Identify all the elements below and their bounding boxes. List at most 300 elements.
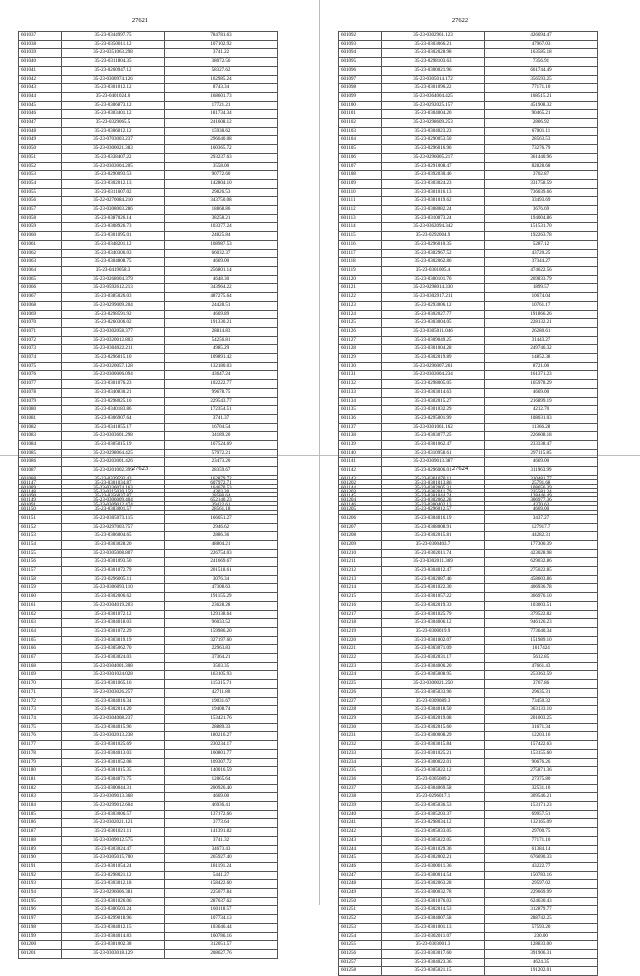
parcel-number-cell: 35-23-0301044.74 [382, 493, 485, 502]
row-id-cell: 601217 [339, 610, 382, 619]
row-id-cell: 601049 [19, 136, 62, 145]
parcel-number-cell: 35-23-0304015.96 [62, 723, 165, 732]
row-id-cell: 601080 [19, 406, 62, 415]
row-id-cell: 601088 [19, 475, 62, 484]
table-row [339, 915, 598, 924]
table-row [339, 275, 598, 284]
row-id-cell: 601112 [339, 206, 382, 215]
parcel-number-cell: 35-23-0304001.308 [62, 662, 165, 671]
parcel-number-cell: 35-23-0298014.330 [382, 284, 485, 293]
parcel-number-cell: 35-23-0309012.575 [62, 836, 165, 845]
amount-cell: 191202.01 [485, 967, 598, 976]
table-row [339, 223, 598, 232]
amount-cell: 312051.57 [165, 941, 278, 950]
table-row [19, 136, 278, 145]
parcel-number-cell: 35-23-0301026.06 [62, 897, 165, 906]
amount-cell: 34189.20 [165, 432, 278, 441]
parcel-number-cell: 35-23-0302012.13 [62, 179, 165, 188]
row-id-cell: 601148 [19, 488, 62, 497]
amount-cell: 3773.64 [165, 819, 278, 828]
row-id-cell: 601206 [339, 514, 382, 523]
parcel-number-cell: 35-23-0306093.110 [62, 584, 165, 593]
row-id-cell: 601175 [19, 723, 62, 732]
parcel-number-cell: 35-23-0305062.70 [62, 645, 165, 654]
amount-cell: 194004.86 [485, 214, 598, 223]
row-id-cell: 601192 [19, 871, 62, 880]
amount-cell: 54256.81 [165, 336, 278, 345]
parcel-number-cell: 35-23-0309013.368 [62, 793, 165, 802]
amount-cell: 200926.40 [165, 784, 278, 793]
amount-cell: 343750.08 [165, 197, 278, 206]
amount-cell: 58327.62 [165, 66, 278, 75]
parcel-number-cell: 35-23-0302021.121 [62, 819, 165, 828]
row-id-cell: 601216 [339, 601, 382, 610]
table-row [19, 767, 278, 776]
parcel-number-cell: 35-23-0302967.52 [382, 249, 485, 258]
table-row [339, 206, 598, 215]
parcel-number-cell: 35-23-0302028.98 [382, 49, 485, 58]
parcel-number-cell: 35-23-0302063.28 [382, 880, 485, 889]
row-id-cell: 601235 [339, 767, 382, 776]
table-row [19, 523, 278, 532]
parcel-number-cell: 35-23-0302014.53 [382, 906, 485, 915]
parcel-number-cell: 35-23-0302961.123 [382, 32, 485, 41]
row-id-cell: 601232 [339, 741, 382, 750]
row-id-cell: 601225 [339, 680, 382, 689]
row-id-cell: 601058 [19, 214, 62, 223]
row-id-cell: 601141 [339, 458, 382, 467]
table-row [19, 266, 278, 275]
table-row [19, 397, 278, 406]
table-row [19, 49, 278, 58]
row-id-cell: 601124 [339, 310, 382, 319]
row-id-cell: 601191 [19, 862, 62, 871]
amount-cell: 4985.29 [165, 345, 278, 354]
parcel-number-cell: 35-23-0303601.298 [62, 432, 165, 441]
row-id-cell: 601123 [339, 301, 382, 310]
parcel-number-cell: 35-23-0311607.02 [62, 188, 165, 197]
parcel-number-cell: 35-23-0329065.5 [62, 119, 165, 128]
parcel-number-cell: 35-23-0303401.12 [62, 110, 165, 119]
table-row [19, 784, 278, 793]
table-row [19, 654, 278, 663]
parcel-number-cell: 35-23-0299012.604 [62, 802, 165, 811]
amount-cell: 153171.23 [485, 802, 598, 811]
row-id-cell: 601233 [339, 749, 382, 758]
table-row [339, 941, 598, 950]
page-number: 27624 [451, 465, 469, 472]
table-row [339, 58, 598, 67]
table-row [19, 153, 278, 162]
row-id-cell: 601190 [19, 854, 62, 863]
row-id-cell: 601078 [19, 388, 62, 397]
table-row [339, 949, 598, 958]
row-id-cell: 601056 [19, 197, 62, 206]
row-id-cell: 601193 [19, 880, 62, 889]
parcel-number-cell: 35-23-0300021.250 [382, 680, 485, 689]
amount-cell: 108031.03 [485, 414, 598, 423]
amount-cell: 181734.34 [165, 110, 278, 119]
parcel-number-cell: 35-22-0270084.210 [62, 197, 165, 206]
table-row [339, 136, 598, 145]
parcel-number-cell: 35-23-0304004.20 [382, 110, 485, 119]
table-row [339, 749, 598, 758]
row-id-cell: 601220 [339, 636, 382, 645]
table-row [19, 723, 278, 732]
parcel-number-cell: 35-23-0305021.15 [382, 967, 485, 976]
amount-cell: 180216.27 [165, 732, 278, 741]
row-id-cell: 601084 [19, 441, 62, 450]
amount-cell: 96033.52 [165, 619, 278, 628]
parcel-number-cell: 35-23-0293006.12 [382, 301, 485, 310]
parcel-number-cell: 35-23-0340183.86 [62, 406, 165, 415]
parcel-number-cell: 35-23-0290093.53 [62, 171, 165, 180]
table-row [19, 214, 278, 223]
parcel-number-cell: 35-23-0302011.79 [382, 488, 485, 497]
parcel-number-cell: 35-23-0301052.08 [62, 758, 165, 767]
parcel-number-cell: 35-23-0302002.21 [382, 854, 485, 863]
amount-cell: 3702.87 [485, 171, 598, 180]
amount-cell: 241608.12 [165, 119, 278, 128]
parcel-number-cell: 35-23-0310073.24 [382, 214, 485, 223]
amount-cell: 12203.16 [485, 732, 598, 741]
row-id-cell: 601043 [19, 84, 62, 93]
table-row [19, 741, 278, 750]
parcel-number-cell: 35-23-0296005.11 [62, 575, 165, 584]
parcel-number-cell: 35-23-0296006.01 [382, 467, 485, 476]
parcel-number-cell: 35-23-0301096.22 [382, 84, 485, 93]
amount-cell: 159986.20 [165, 627, 278, 636]
row-id-cell: 601244 [339, 845, 382, 854]
amount-cell: 29826.53 [165, 188, 278, 197]
table-row [19, 414, 278, 423]
amount-cell: 3741.37 [165, 414, 278, 423]
amount-cell: 132165.09 [485, 819, 598, 828]
amount-cell: 4669.89 [165, 310, 278, 319]
table-row [339, 714, 598, 723]
amount-cell: 3558.00 [165, 162, 278, 171]
parcel-number-cell: 35-23-0592612.213 [62, 284, 165, 293]
table-row [339, 110, 598, 119]
amount-cell: 128446.49 [485, 493, 598, 502]
table-row [339, 232, 598, 241]
amount-cell: 201518.61 [165, 567, 278, 576]
amount-cell: 366976.10 [485, 593, 598, 602]
amount-cell: 157422.63 [485, 741, 598, 750]
row-id-cell: 601037 [19, 32, 62, 41]
row-id-cell: 601165 [19, 636, 62, 645]
page-number: 27623 [131, 465, 149, 472]
table-row [19, 110, 278, 119]
amount-cell: 24825.84 [165, 232, 278, 241]
row-id-cell: 601223 [339, 662, 382, 671]
table-row [339, 101, 598, 110]
parcel-number-cell: 35-23-0339592.43 [62, 475, 165, 484]
row-id-cell: 601246 [339, 862, 382, 871]
amount-cell: 191866.26 [485, 310, 598, 319]
amount-cell: 233338.47 [485, 441, 598, 450]
parcel-number-cell: 35-23-0306012.12 [62, 127, 165, 136]
parcel-number-cell: 35-23-0300019.9 [382, 627, 485, 636]
table-row [339, 153, 598, 162]
row-id-cell: 601146 [339, 501, 382, 510]
row-id-cell: 601180 [19, 767, 62, 776]
row-id-cell: 601153 [19, 532, 62, 541]
row-id-cell: 601108 [339, 171, 382, 180]
parcel-number-cell: 35-23-0305033.96 [382, 688, 485, 697]
row-id-cell: 601137 [339, 423, 382, 432]
row-id-cell: 601071 [19, 327, 62, 336]
table-row [339, 862, 598, 871]
table-row [339, 397, 598, 406]
row-id-cell: 601113 [339, 214, 382, 223]
table-row [19, 871, 278, 880]
row-id-cell: 601189 [19, 845, 62, 854]
table-row [339, 506, 598, 515]
amount-cell: 19408.74 [165, 706, 278, 715]
table-row [19, 327, 278, 336]
row-id-cell: 601092 [339, 32, 382, 41]
amount-cell: 327197.60 [165, 636, 278, 645]
row-id-cell: 601157 [19, 567, 62, 576]
table-row [339, 802, 598, 811]
table-row [19, 697, 278, 706]
parcel-number-cell: 35-23-0308926.73 [62, 223, 165, 232]
parcel-number-cell: 35-23-0305015.700 [62, 854, 165, 863]
table-row [339, 671, 598, 680]
parcel-number-cell: 35-23-0300021.96 [382, 66, 485, 75]
amount-cell: 2886.36 [165, 532, 278, 541]
parcel-number-cell: 35-23-0304023.23 [382, 127, 485, 136]
amount-cell: 773640.34 [485, 627, 598, 636]
row-id-cell: 601169 [19, 671, 62, 680]
table-row [339, 284, 598, 293]
row-id-cell: 601121 [339, 284, 382, 293]
parcel-number-cell: 35-23-0301072.79 [62, 567, 165, 576]
table-row [339, 441, 598, 450]
row-id-cell: 601215 [339, 593, 382, 602]
table-row [339, 784, 598, 793]
row-id-cell: 601074 [19, 354, 62, 363]
table-row [339, 319, 598, 328]
table-row [339, 697, 598, 706]
parcel-number-cell: 35-23-0305008.95 [382, 671, 485, 680]
table-row [19, 162, 278, 171]
parcel-number-cell: 35-23-0301072.29 [62, 627, 165, 636]
amount-cell: 19031.67 [165, 697, 278, 706]
row-id-cell: 601144 [339, 484, 382, 493]
parcel-number-cell: 35-23-0305033.05 [382, 828, 485, 837]
amount-cell: 235581.24 [485, 488, 598, 497]
parcel-number-cell: 35-23-0302087.46 [382, 575, 485, 584]
amount-cell: 5612.85 [485, 654, 598, 663]
row-id-cell: 601249 [339, 889, 382, 898]
row-id-cell: 601098 [339, 84, 382, 93]
row-id-cell: 601131 [339, 371, 382, 380]
amount-cell: 165978.29 [485, 380, 598, 389]
amount-cell: 5287.12 [485, 240, 598, 249]
table-row [339, 610, 598, 619]
parcel-number-cell: 35-23-0305203.37 [382, 810, 485, 819]
amount-cell: 191155.29 [165, 593, 278, 602]
row-id-cell: 601050 [19, 145, 62, 154]
amount-cell: 3767.86 [485, 680, 598, 689]
parcel-number-cell: 35-23-0302015.81 [382, 532, 485, 541]
parcel-number-cell: 35-23-0303024.23 [382, 179, 485, 188]
amount-cell: 46936.41 [165, 802, 278, 811]
amount-cell: 275022.85 [485, 567, 598, 576]
parcel-number-cell: 35-23-0296006.381 [62, 889, 165, 898]
amount-cell: 150783.16 [485, 871, 598, 880]
amount-cell: 28889.33 [165, 723, 278, 732]
amount-cell: 10674.04 [485, 293, 598, 302]
row-id-cell: 601219 [339, 627, 382, 636]
row-id-cell: 601090 [19, 493, 62, 502]
table-row [19, 845, 278, 854]
table-row [339, 301, 598, 310]
table-row [19, 636, 278, 645]
amount-cell: 361440.96 [485, 153, 598, 162]
table-row [19, 206, 278, 215]
row-id-cell: 601177 [19, 741, 62, 750]
amount-cell: 256801.14 [165, 266, 278, 275]
table-row [19, 301, 278, 310]
parcel-number-cell: 35-23-0348201.12 [62, 240, 165, 249]
row-id-cell: 601042 [19, 75, 62, 84]
parcel-number-cell: 35-23-0340830.21 [62, 388, 165, 397]
row-id-cell: 601253 [339, 923, 382, 932]
parcel-number-cell: 35-23-0320057.128 [62, 362, 165, 371]
table-row [19, 32, 278, 41]
row-id-cell: 601122 [339, 293, 382, 302]
amount-cell: 61384.14 [485, 845, 598, 854]
row-id-cell: 601221 [339, 645, 382, 654]
row-id-cell: 601081 [19, 414, 62, 423]
parcel-number-cell: 35-23-0305014.172 [382, 75, 485, 84]
table-row [339, 688, 598, 697]
parcel-number-cell: 35-23-0301002.07 [382, 636, 485, 645]
row-id-cell: 601154 [19, 540, 62, 549]
row-id-cell: 601095 [339, 58, 382, 67]
parcel-number-cell: 35-23-0303018.129 [62, 949, 165, 958]
amount-cell: 115315.71 [165, 680, 278, 689]
page-divider-vertical [319, 0, 320, 905]
parcel-number-cell: 35-23-0300974.126 [62, 75, 165, 84]
parcel-number-cell: 35-23-0303014.63 [382, 388, 485, 397]
row-id-cell: 601054 [19, 179, 62, 188]
table-row [339, 49, 598, 58]
amount-cell: 24428.51 [165, 301, 278, 310]
table-row [339, 732, 598, 741]
row-id-cell: 601196 [19, 906, 62, 915]
parcel-number-cell: 35-23-0298103.63 [382, 58, 485, 67]
parcel-number-cell: 35-23-0299018.96 [62, 915, 165, 924]
table-row [19, 240, 278, 249]
parcel-number-cell: 35-23-0302011.07 [382, 932, 485, 941]
parcel-number-cell: 35-23-0303017.60 [382, 949, 485, 958]
row-id-cell: 601115 [339, 232, 382, 241]
amount-cell: 265927.40 [165, 854, 278, 863]
amount-cell: 57972.21 [165, 449, 278, 458]
parcel-number-cell: 35-23-0301013.86 [382, 480, 485, 489]
amount-cell: 1617424 [485, 645, 598, 654]
row-id-cell: 601118 [339, 258, 382, 267]
row-id-cell: 601254 [339, 932, 382, 941]
amount-cell: 28580.64 [165, 493, 278, 502]
table-row [19, 336, 278, 345]
table-row [339, 197, 598, 206]
amount-cell: 29700.75 [485, 828, 598, 837]
amount-cell: 129138.64 [165, 610, 278, 619]
row-id-cell: 601161 [19, 601, 62, 610]
parcel-number-cell: 35-23-0310958.61 [382, 449, 485, 458]
row-id-cell: 601126 [339, 327, 382, 336]
parcel-number-cell: 35-23-0303071.09 [382, 645, 485, 654]
parcel-number-cell: 35-23-0303004.234 [382, 371, 485, 380]
amount-cell: 2806.92 [485, 119, 598, 128]
parcel-number-cell: 35-23-0296010.35 [382, 240, 485, 249]
table-row [19, 406, 278, 415]
table-row [339, 406, 598, 415]
parcel-number-cell: 35-23-0309089.3 [382, 697, 485, 706]
row-id-cell: 601163 [19, 619, 62, 628]
amount-cell: 108656.39 [485, 484, 598, 493]
parcel-number-cell: 35-23-0302011.74 [382, 549, 485, 558]
parcel-number-cell: 35-23-0303006.57 [62, 810, 165, 819]
amount-cell: 226608.18 [485, 432, 598, 441]
table-row [19, 40, 278, 49]
parcel-number-cell: 35-23-0304012.47 [382, 567, 485, 576]
parcel-number-cell: 35-23-0301057.22 [382, 593, 485, 602]
row-id-cell: 601067 [19, 293, 62, 302]
table-row [339, 967, 598, 976]
amount-cell: 43720.25 [485, 249, 598, 258]
row-id-cell: 601208 [339, 532, 382, 541]
page-number: 27622 [451, 17, 469, 24]
table-row [19, 584, 278, 593]
amount-cell: 4303.20 [165, 488, 278, 497]
table-row [19, 506, 278, 515]
parcel-number-cell: 35-23-0387026.14 [62, 214, 165, 223]
amount-cell: 676690.33 [485, 854, 598, 863]
row-id-cell: 601055 [19, 188, 62, 197]
table-row [339, 636, 598, 645]
table-row [19, 775, 278, 784]
amount-cell: 47308.63 [165, 584, 278, 593]
row-id-cell: 601245 [339, 854, 382, 863]
row-id-cell: 601182 [19, 784, 62, 793]
parcel-number-cell: 35-23-0268004.379 [62, 275, 165, 284]
parcel-number-cell: 35-23-0309013.387 [382, 458, 485, 467]
amount-cell: 311963.99 [485, 467, 598, 476]
row-id-cell: 601184 [19, 802, 62, 811]
parcel-number-cell: 35-23-0308003.286 [62, 206, 165, 215]
row-id-cell: 601142 [339, 467, 382, 476]
table-row [19, 819, 278, 828]
table-row [339, 75, 598, 84]
amount-cell: 474622.56 [485, 266, 598, 275]
row-id-cell: 601106 [339, 153, 382, 162]
amount-cell: 4669.00 [165, 258, 278, 267]
parcel-number-cell: 35-23-0301029.36 [382, 845, 485, 854]
table-row [339, 584, 598, 593]
amount-cell: 379522.82 [485, 610, 598, 619]
parcel-number-cell: 35-23-0302019.89 [382, 354, 485, 363]
amount-cell: 4648.30 [165, 275, 278, 284]
table-row [19, 293, 278, 302]
amount-cell: 4669.00 [485, 458, 598, 467]
amount-cell: 168601.73 [165, 92, 278, 101]
